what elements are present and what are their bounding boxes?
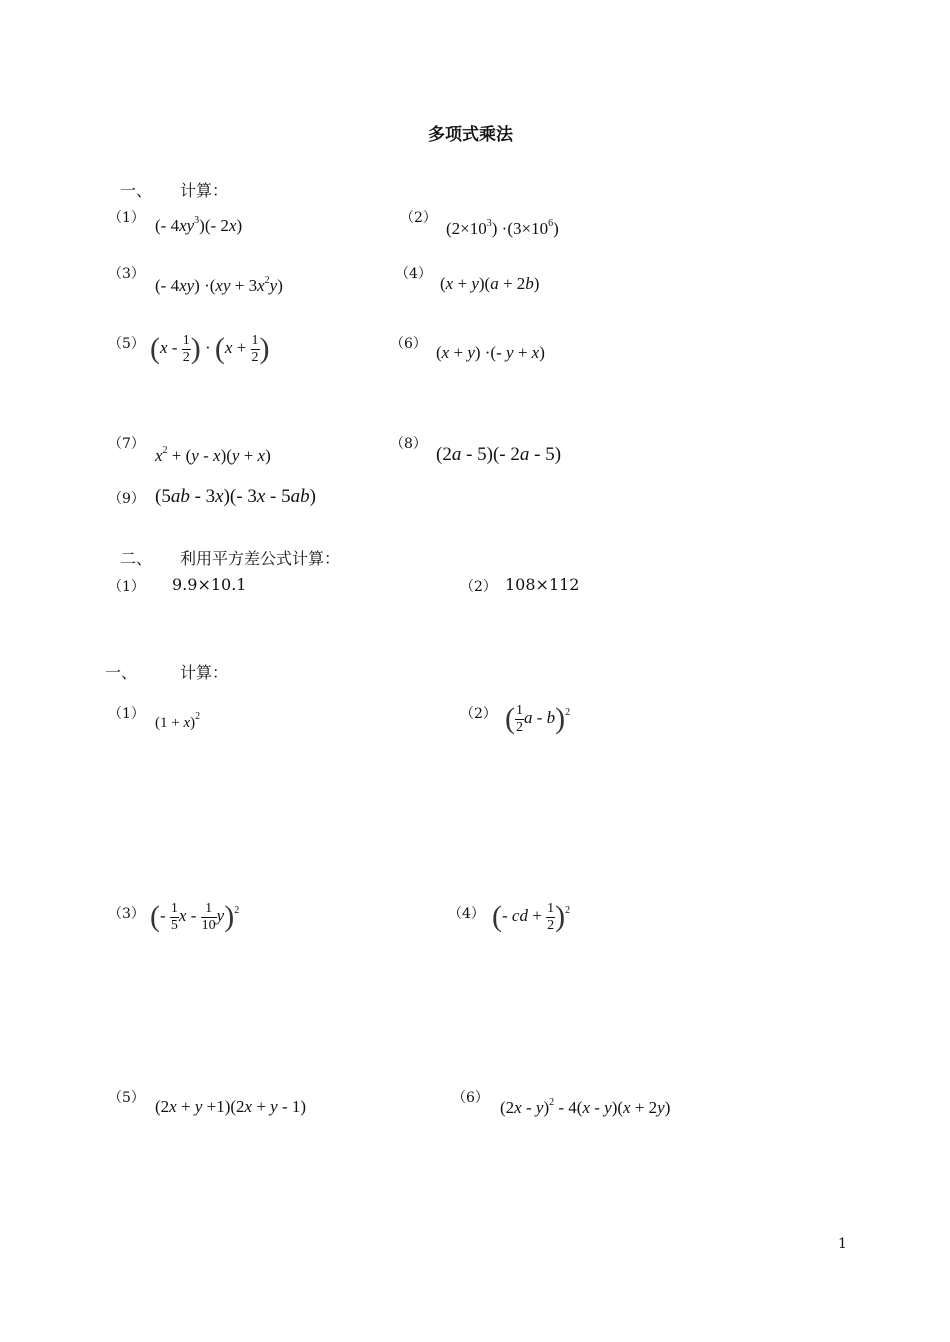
s2-item2-num: （2）: [460, 579, 497, 595]
s3-item4-num: （4）: [448, 906, 485, 922]
s3-item1-expr: $(1 + x)^2$: [155, 711, 201, 731]
s1-item1-num: （1）: [108, 210, 145, 226]
s1-item9-num: （9）: [108, 491, 145, 507]
s1-item7-num: （7）: [108, 436, 145, 452]
s3-item5-expr: (2x + y +1)(2x + y - 1): [155, 1097, 307, 1116]
s1-item3-num: （3）: [108, 266, 145, 282]
page-number: 1: [838, 1236, 847, 1252]
s1-item2-num: （2）: [400, 210, 437, 226]
s3-item6-num: （6）: [452, 1090, 489, 1106]
s2-item1-num: （1）: [108, 579, 145, 595]
s3-item3-num: （3）: [108, 906, 145, 922]
s1-item8-expr: (2a - 5)(- 2a - 5): [436, 444, 562, 465]
s3-item4-expr: (- cd + $\frac{1}{2}$ )$^2$: [492, 900, 571, 933]
section3-heading-text: 计算：: [180, 663, 229, 682]
s3-item5-num: （5）: [108, 1090, 145, 1106]
s2-item2-expr: 108×112: [505, 575, 580, 594]
s1-item2-expr: $(2\times 10^3) \cdot(3\times 10^6)$: [446, 218, 559, 238]
s1-item9-expr: (5ab - 3x)(- 3x - 5ab): [155, 486, 316, 507]
s3-item2-expr: ( $\frac{1}{2}$ a - b)$^2$: [505, 702, 571, 735]
section1-heading-num: 一、: [120, 181, 153, 200]
s1-item1-expr: (- $4xy^3)(-$ 2x): [155, 215, 243, 235]
section1-heading-text: 计算：: [180, 181, 229, 200]
s1-item4-expr: (x + y)(a + 2b): [440, 274, 540, 293]
s1-item8-num: （8）: [390, 436, 427, 452]
section3-heading-num: 一、: [105, 663, 138, 682]
s3-item3-expr: (- $\frac{1}{5}$ x - $\frac{1}{10}$ y)$^2$: [150, 900, 240, 933]
s1-item4-num: （4）: [395, 266, 432, 282]
s1-item7-expr: $x^2 + (y - x)(y + x)$: [155, 445, 271, 465]
s1-item3-expr: (- $4xy) \cdot(xy + 3x^2y)$: [155, 275, 283, 295]
section2-heading-num: 二、: [120, 549, 153, 568]
s1-item5-expr: (x - $\frac{1}{2}$ ) · (x + $\frac{1}{2}$ ): [150, 332, 270, 365]
s3-item2-num: （2）: [460, 706, 497, 722]
s1-item5-num: （5）: [108, 336, 145, 352]
section2-heading-text: 利用平方差公式计算：: [180, 549, 341, 568]
s1-item6-num: （6）: [390, 336, 427, 352]
s3-item6-expr: (2x - y)$^2$ - 4(x - y)(x + 2y): [500, 1097, 671, 1117]
s1-item6-expr: (x + y) ·(- y + x): [436, 343, 545, 362]
s3-item1-num: （1）: [108, 706, 145, 722]
s2-item1-expr: 9.9×10.1: [172, 575, 247, 594]
page-title: 多项式乘法: [428, 125, 513, 145]
